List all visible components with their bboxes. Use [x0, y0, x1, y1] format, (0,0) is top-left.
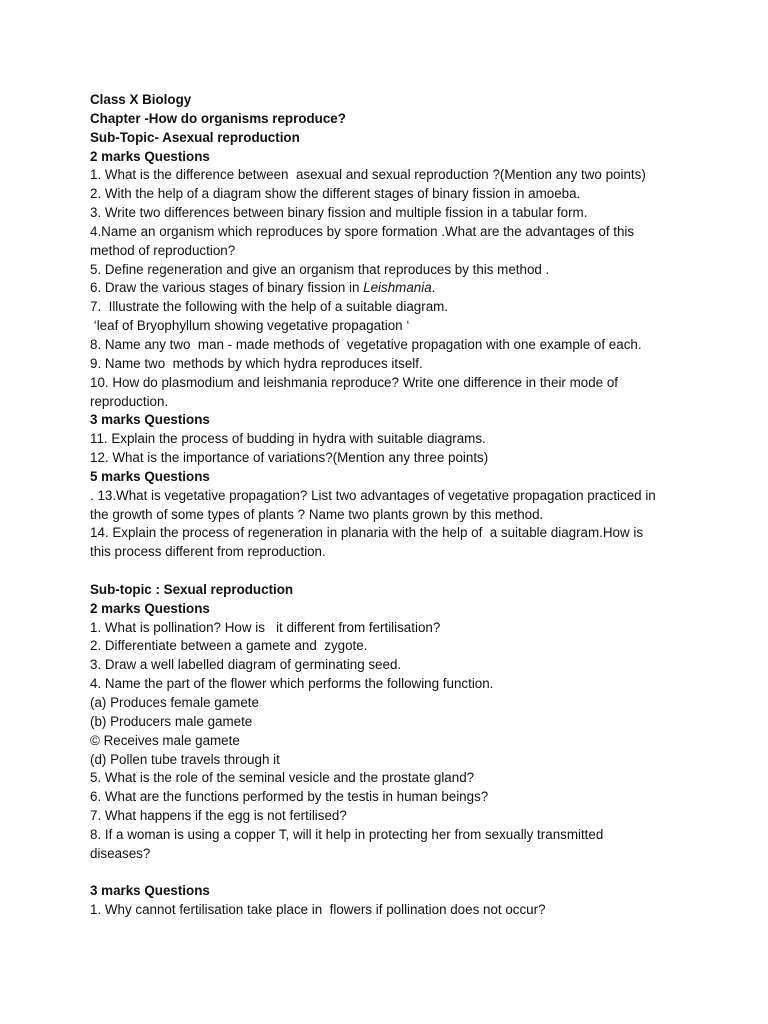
- question-line: 10. How do plasmodium and leishmania reproduce? Write one difference in their mode of: [90, 374, 618, 390]
- question-line: 3. Draw a well labelled diagram of germinating seed.: [90, 657, 402, 673]
- question-line: 8. If a woman is using a copper T, will it help in protecting her from sexually transmitted: [90, 826, 604, 842]
- question-text: 6. Draw the various stages of binary fission in: [90, 280, 364, 296]
- question-line: 2. With the help of a diagram show the different stages of binary fission in amoeba.: [90, 186, 581, 202]
- question-line: 1. What is pollination? How is it different from fertilisation?: [90, 619, 441, 635]
- question-line: method of reproduction?: [90, 242, 236, 258]
- question-line: diseases?: [90, 845, 151, 861]
- question-line: 5. Define regeneration and give an organism that reproduces by this method .: [90, 261, 550, 277]
- question-line: 7. What happens if the egg is not fertilised?: [90, 808, 347, 824]
- question-line: 4.Name an organism which reproduces by spore formation .What are the advantages of this: [90, 223, 635, 239]
- blank-line: [90, 562, 690, 581]
- question-line: 14. Explain the process of regeneration in planaria with the help of a suitable diagram.How is: [90, 525, 644, 541]
- question-line: reproduction.: [90, 393, 169, 409]
- two-marks-heading: 2 marks Questions: [90, 600, 210, 616]
- question-line: 4. Name the part of the flower which performs the following function.: [90, 676, 494, 692]
- question-line: 1. What is the difference between asexual and sexual reproduction ?(Mention any two points): [90, 167, 646, 183]
- question-line: 9. Name two methods by which hydra reproduces itself.: [90, 355, 423, 371]
- sub-question-line: © Receives male gamete: [90, 732, 240, 748]
- question-line: ‘leaf of Bryophyllum showing vegetative propagation ‘: [90, 318, 410, 334]
- subtopic-asexual-heading: Sub-Topic- Asexual reproduction: [90, 129, 300, 145]
- question-line: [90, 279, 690, 298]
- five-marks-heading: 5 marks Questions: [90, 468, 210, 484]
- question-line: 7. Illustrate the following with the help of a suitable diagram.: [90, 299, 449, 315]
- question-line: 12. What is the importance of variations?(Mention any three points): [90, 450, 489, 466]
- three-marks-heading: 3 marks Questions: [90, 412, 210, 428]
- question-line: 5. What is the role of the seminal vesicle and the prostate gland?: [90, 770, 475, 786]
- blank-line: [90, 864, 690, 883]
- three-marks-heading: 3 marks Questions: [90, 883, 210, 899]
- worksheet-document: [90, 91, 690, 920]
- question-line: 1. Why cannot fertilisation take place in flowers if pollination does not occur?: [90, 902, 546, 918]
- question-line: 6. What are the functions performed by the testis in human beings?: [90, 789, 489, 805]
- sub-question-line: (b) Producers male gamete: [90, 713, 253, 729]
- question-text: .: [431, 280, 436, 296]
- question-line: the growth of some types of plants ? Name two plants grown by this method.: [90, 506, 544, 522]
- question-line: 3. Write two differences between binary fission and multiple fission in a tabular form.: [90, 205, 588, 221]
- subtopic-sexual-heading: Sub-topic : Sexual reproduction: [90, 581, 294, 597]
- class-title: Class X Biology: [90, 92, 192, 107]
- question-line: . 13.What is vegetative propagation? List two advantages of vegetative propagation practiced in: [90, 487, 656, 503]
- two-marks-heading: 2 marks Questions: [90, 148, 210, 164]
- question-line: 8. Name any two man - made methods of vegetative propagation with one example of each.: [90, 336, 642, 352]
- question-line: 11. Explain the process of budding in hydra with suitable diagrams.: [90, 431, 486, 447]
- question-line: 2. Differentiate between a gamete and zygote.: [90, 638, 368, 654]
- sub-question-line: (d) Pollen tube travels through it: [90, 751, 280, 767]
- italic-term: Leishmania: [363, 280, 432, 296]
- question-line: this process different from reproduction.: [90, 544, 326, 560]
- chapter-title: Chapter -How do organisms reproduce?: [90, 110, 346, 126]
- sub-question-line: (a) Produces female gamete: [90, 695, 259, 710]
